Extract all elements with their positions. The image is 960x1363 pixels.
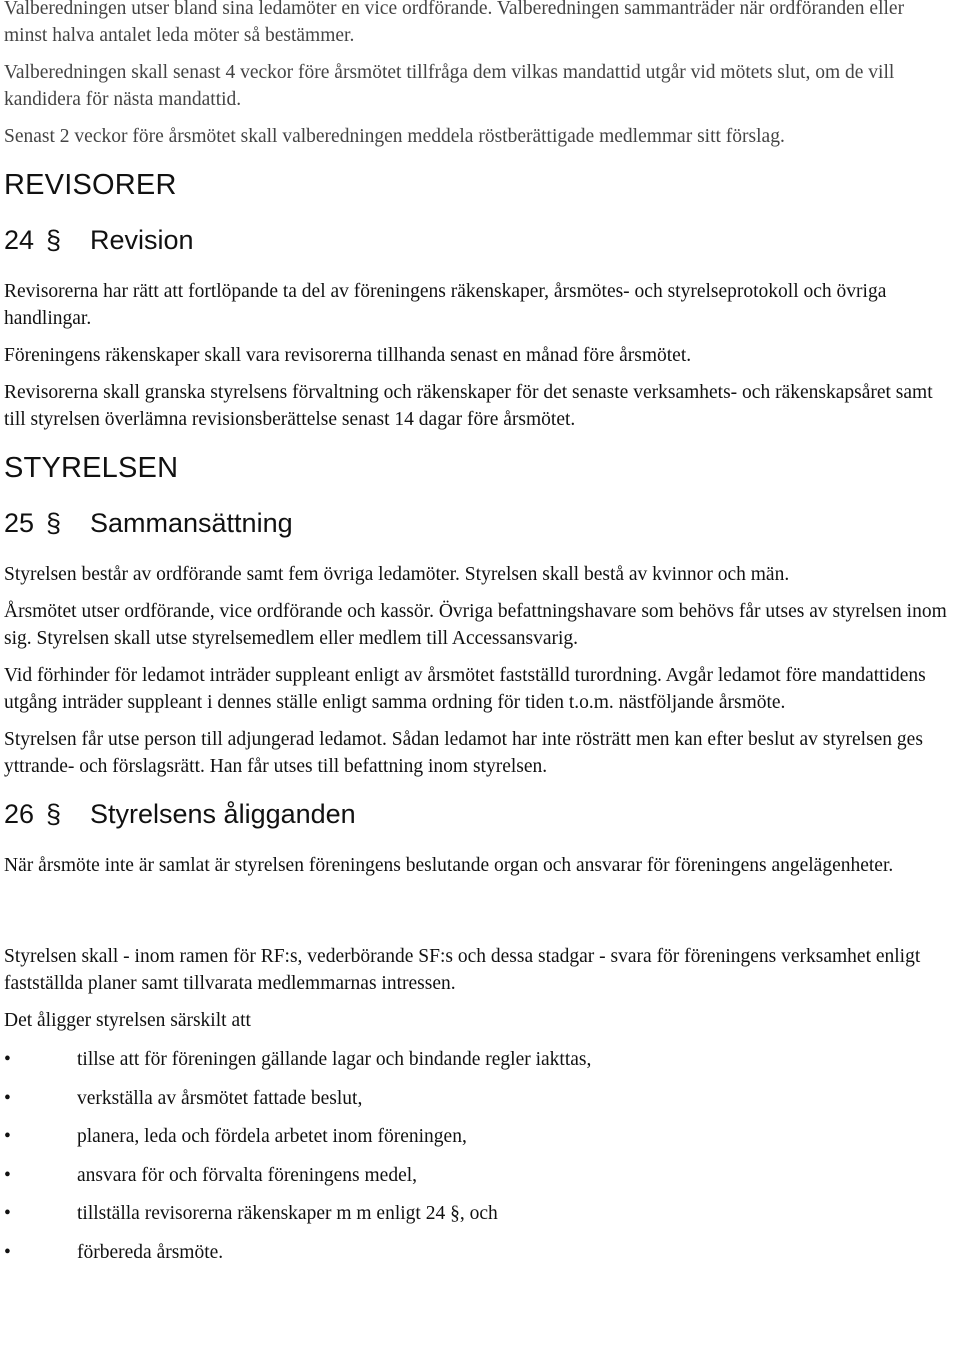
bullet-icon: • (4, 1126, 11, 1147)
list-item-text: tillställa revisorerna räkenskaper m m enligt 24 §, och (77, 1203, 498, 1224)
list-item (4, 1239, 952, 1278)
heading-revisorer: REVISORER (4, 169, 177, 201)
aligganden-paragraph-1: När årsmöte inte är samlat är styrelsen föreningens beslutande organ och ansvarar för föreningens angelägenheter. (4, 855, 894, 876)
heading-styrelsen: STYRELSEN (4, 452, 179, 484)
bullet-icon: • (4, 1087, 11, 1109)
list-item-text: tillse att för föreningen gällande lagar och bindande regler iakttas, (77, 1049, 592, 1070)
blank-space (4, 889, 952, 943)
section-24-heading (4, 224, 952, 256)
bullet-icon: • (4, 1203, 11, 1224)
sammansattning-paragraph-3: Vid förhinder för ledamot inträder suppleant enligt av årsmötet fastställd turordning. Avgår ledamot före mandattidens utgång inträder suppleant i dennes ställe enligt samma ordning för tiden t.o.m. nästföljande årsmöte. (4, 665, 926, 713)
section-number: 24 (4, 225, 35, 255)
list-item-text: ansvara för och förvalta föreningens medel, (77, 1164, 418, 1186)
document-page (4, 0, 952, 1277)
duties-bullet-list (4, 1046, 952, 1277)
section-title: Styrelsens åligganden (90, 799, 356, 829)
bullet-icon: • (4, 1049, 11, 1070)
section-sign: § (46, 799, 62, 829)
aligganden-paragraph-2: Styrelsen skall - inom ramen för RF:s, vederbörande SF:s och dessa stadgar - svara för föreningens verksamhet enligt fastställda planer samt tillvarata medlemmarnas intressen. (4, 946, 921, 994)
revision-paragraph-3: Revisorerna skall granska styrelsens förvaltning och räkenskaper för det senaste verksamhets- och räkenskapsåret samt till styrelsen överlämna revisionsberättelse senast 14 dagar före årsmötet. (4, 382, 933, 430)
section-title: Sammansättning (90, 508, 293, 538)
section-sign: § (46, 508, 62, 538)
list-item (4, 1200, 952, 1239)
section-number: 25 (4, 508, 35, 538)
section-25-heading (4, 507, 952, 539)
list-item-text: planera, leda och fördela arbetet inom föreningen, (77, 1126, 467, 1147)
sammansattning-paragraph-1: Styrelsen består av ordförande samt fem övriga ledamöter. Styrelsen skall bestå av kvinnor och män. (4, 564, 790, 585)
section-number: 26 (4, 799, 35, 829)
intro-paragraph-2: Valberedningen skall senast 4 veckor före årsmötet tillfråga dem vilkas mandattid utgår vid mötets slut, om de vill kandidera för nästa mandattid. (4, 62, 895, 110)
revision-paragraph-2: Föreningens räkenskaper skall vara revisorerna tillhanda senast en månad före årsmötet. (4, 345, 692, 366)
bullet-icon: • (4, 1241, 11, 1263)
section-sign: § (46, 225, 62, 255)
intro-paragraph-3: Senast 2 veckor före årsmötet skall valberedningen meddela röstberättigade medlemmar sitt förslag. (4, 126, 785, 147)
section-title: Revision (90, 225, 194, 255)
list-item-text: förbereda årsmöte. (77, 1241, 224, 1263)
aligganden-paragraph-3: Det åligger styrelsen särskilt att (4, 1010, 251, 1031)
intro-paragraph-1: Valberedningen utser bland sina ledamöter en vice ordförande. Valberedningen sammanträder när ordföranden eller minst halva antalet leda möter så bestämmer. (4, 0, 905, 46)
list-item (4, 1085, 952, 1124)
list-item (4, 1162, 952, 1201)
list-item (4, 1123, 952, 1162)
bullet-icon: • (4, 1164, 11, 1186)
list-item-text: verkställa av årsmötet fattade beslut, (77, 1087, 363, 1109)
section-26-heading (4, 798, 952, 830)
sammansattning-paragraph-2: Årsmötet utser ordförande, vice ordförande och kassör. Övriga befattningshavare som behövs får utses av styrelsen inom sig. Styrelsen skall utse styrelsemedlem eller medlem till Accessansvarig. (4, 601, 947, 649)
list-item (4, 1046, 952, 1085)
sammansattning-paragraph-4: Styrelsen får utse person till adjungerad ledamot. Sådan ledamot har inte rösträtt men kan efter beslut av styrelsen ges yttrande- och förslagsrätt. Han får utses till befattning inom styrelsen. (4, 729, 923, 777)
revision-paragraph-1: Revisorerna har rätt att fortlöpande ta del av föreningens räkenskaper, årsmötes- och styrelseprotokoll och övriga handlingar. (4, 281, 887, 329)
